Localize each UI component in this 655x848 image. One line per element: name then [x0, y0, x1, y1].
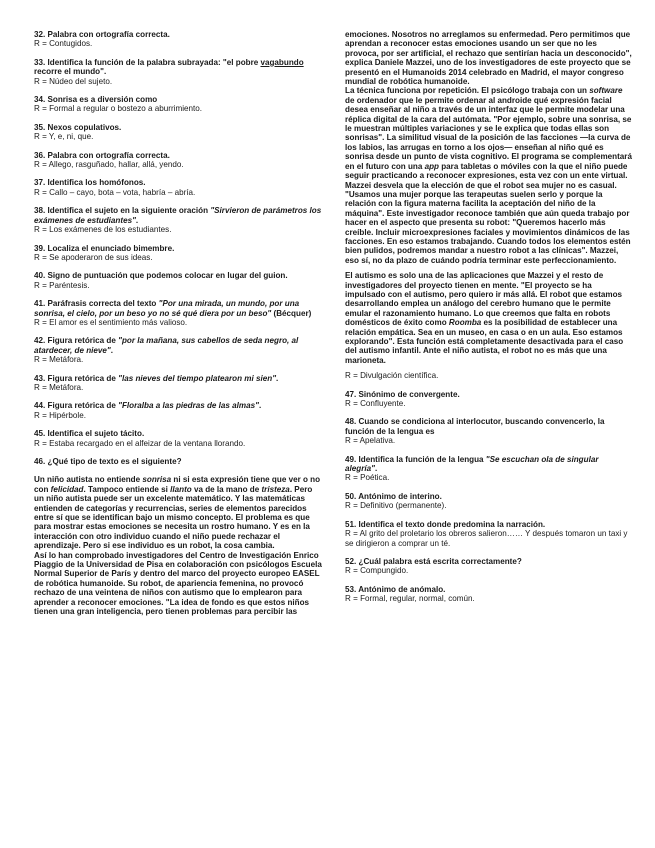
question-text-part: .: [374, 464, 378, 474]
question-35: [34, 123, 324, 142]
question-text: 52. ¿Cuál palabra está escrita correctamente?: [345, 556, 522, 566]
question-45: [34, 429, 324, 448]
answer-text: R = Hipérbole.: [34, 410, 86, 420]
passage-text: de ordenador que le permite ordenar al androide qué expresión facial desea enseñar al niño a través de un interfaz que le permite modelar una réplica digital de la cara del autómata. "Por ejemplo, sobre una sonrisa, se le muestran múltiples variaciones y se le explica que todas ellas son sonrisas". La similitud visual de la posición de las facciones —la curva de los labios, las arrugas en torno a los ojos— enseñan al niño qué es sonrisa desde un punto de vista cognitivo. El programa se complementará en el futuro con una: [345, 95, 632, 171]
question-text: 47. Sinónimo de convergente.: [345, 389, 460, 399]
passage-paragraph: emociones. Nosotros no arreglamos su enfermedad. Pero permitimos que aprendan a reconocer estas emociones usando un ser que no les provoca, por ser artificial, el rechazo que sentirían hacia un desconocido", explica Daniele Mazzei, uno de los investigadores de este proyecto que se presentó en el Humanoids 2014 celebrado en Madrid, el mayor congreso mundial de robótica humanoide.: [345, 30, 632, 87]
answer-46: [345, 371, 632, 380]
question-39: [34, 244, 324, 263]
answer-text: R = El amor es el sentimiento más valioso.: [34, 317, 188, 327]
question-52: [345, 557, 632, 576]
answer-text: R = Formal, regular, normal, común.: [345, 594, 475, 604]
question-48: [345, 417, 632, 445]
question-text-part: .: [258, 401, 262, 411]
quoted-text: "las nieves del tiempo platearon mi sien": [118, 373, 277, 383]
question-42: [34, 336, 324, 364]
passage-text: . Pero un niño autista puede ser un excelente matemático. Y las matemáticas entienden de categorías y recurrencias, series de elementos parecidos entre sí que se identifican bajo un mismo concepto. El problema es que para mostrar estas emociones se necesita un rostro humano. Y es en la interacción con otro individuo cuando el niño puede rechazar el aprendizaje. Pero si ese individuo es un robot, la cosa cambia.: [34, 484, 313, 551]
passage-italic: felicidad: [50, 484, 84, 494]
question-text: 35. Nexos copulativos.: [34, 122, 122, 132]
answer-text: R = Metáfora.: [34, 355, 84, 365]
passage-italic: software: [589, 86, 623, 96]
question-49: [345, 455, 632, 483]
question-text: [34, 374, 324, 383]
answer-text: R = Callo – cayo, bota – vota, habría – abría.: [34, 187, 196, 197]
answer-text: R = Y, e, ni, que.: [34, 132, 94, 142]
question-text: [34, 299, 324, 318]
answer-text: R = Poética.: [345, 473, 390, 483]
question-44: [34, 401, 324, 420]
quoted-text: "Floralba a las piedras de las almas": [118, 401, 259, 411]
passage-paragraph: Así lo han comprobado investigadores del Centro de Investigación Enrico Piaggio de la Universidad de Pisa en colaboración con psicólogos Escuela Normal Superior de París y dentro del marco del proyecto europeo EASEL de robótica humanoide. Su robot, de apariencia femenina, no provocó rechazo de una veintena de niños con autismo que lo emplearon para aprender a reconocer emociones. "La idea de fondo es que estos niños tienen una gran inteligencia, pero tienen problemas para percibir las: [34, 550, 322, 617]
question-text-part: 44. Figura retórica de: [34, 401, 119, 411]
answer-text: R = Compungido.: [345, 566, 409, 576]
question-34: [34, 95, 324, 114]
question-50: [345, 492, 632, 511]
question-text-part: 42. Figura retórica de: [34, 336, 119, 346]
passage-text: es la posibilidad de establecer una relación empática. Sea en un museo, en casa o en un aula. Eso estamos explorando". Esta función está completamente desactivada para el caso del autismo infantil. Ante el niño autista, el robot no es más que una marioneta.: [345, 318, 624, 365]
question-text: [34, 401, 324, 410]
question-47: [345, 390, 632, 409]
question-text: 48. Cuando se condiciona al interlocutor, buscando convencerlo, la función de la lengua es: [345, 417, 605, 436]
question-text-part: (Bécquer): [271, 308, 312, 318]
question-46: [34, 457, 324, 466]
passage-paragraph: Mazzei desvela que la elección de que el robot sea mujer no es casual. "Usamos una mujer porque las terapeutas suelen serlo y porque la relación con la figura materna facilita la aceptación del niño de la máquina". Este investigador reconoce también que aún queda trabajo por hacer en el aspecto que presenta su robot: "Queremos hacerlo más creíble. Incluir microexpresiones faciales y movimientos dinámicos de las facciones. En eso estamos trabajando. Cuando todos los elementos estén bien pulidos, podremos mandar a nuestro robot a las clínicas". Mazzei, eso sí, no da plazo de cuándo podría terminar este perfeccionamiento.: [345, 180, 631, 265]
question-text-part: 38. Identifica el sujeto en la siguiente oración: [34, 206, 211, 216]
quoted-text: "Se escuchan ola de singular alegría": [345, 454, 599, 474]
answer-text: R = Se apoderaron de sus ideas.: [34, 252, 153, 262]
question-text: 34. Sonrisa es a diversión como: [34, 95, 158, 105]
question-text: 51. Identifica el texto donde predomina la narración.: [345, 519, 546, 529]
answer-text: R = Divulgación científica.: [345, 371, 439, 381]
quoted-text: "Sirvieron de parámetros los exámenes de estudiantes": [34, 206, 322, 225]
question-text: 40. Signo de puntuación que podemos colocar en lugar del guion.: [34, 271, 288, 281]
answer-text: R = Confluyente.: [345, 399, 406, 409]
answer-text: R = Apelativa.: [345, 436, 396, 446]
question-text-part: 43. Figura retórica de: [34, 373, 119, 383]
question-text-part: 49. Identifica la función de la lengua: [345, 454, 486, 464]
passage-italic: sonrisa: [142, 475, 172, 485]
question-41: [34, 299, 324, 327]
question-text: 32. Palabra con ortografía correcta.: [34, 30, 170, 39]
quoted-text: "Por una mirada, un mundo, por una sonrisa, el cielo, por un beso yo no sé qué diera por un beso": [34, 299, 300, 318]
passage-paragraph: [34, 475, 324, 550]
question-37: [34, 178, 324, 197]
passage-text: ni si esta expresión tiene que ver o no con: [34, 475, 321, 494]
answer-text: R = Los exámenes de los estudiantes.: [34, 225, 172, 235]
question-text: [34, 206, 324, 225]
question-text-part: recorre el mundo".: [34, 67, 107, 77]
passage-text: El autismo es solo una de las aplicaciones que Mazzei y el resto de investigadores del proyecto tienen en mente. "El proyecto se ha impulsado con el autismo, pero quiero ir más allá. El robot que estamos desarrollando emplea un análogo del cerebro humano que le permite emular el razonamiento humano. Lo que creemos que falta en robots domésticos de éxito como: [345, 271, 623, 328]
answer-text: R = Allego, rasguñado, hallar, allá, yendo.: [34, 160, 184, 170]
question-36: [34, 151, 324, 170]
question-text: [345, 455, 632, 474]
question-51: [345, 520, 632, 548]
passage-italic: llanto: [170, 484, 192, 494]
quoted-text: "por la mañana, sus cabellos de seda negro, al atardecer, de nieve": [34, 336, 299, 355]
question-40: [34, 271, 324, 290]
passage-text: va de la mano de: [191, 484, 262, 494]
passage-text: La técnica funciona por repetición. El psicólogo trabaja con un: [345, 86, 590, 96]
question-33: [34, 58, 324, 86]
question-text-part: .: [110, 345, 113, 355]
question-text: 53. Antónimo de anómalo.: [345, 584, 446, 594]
question-text: [34, 336, 324, 355]
underlined-word: vagabundo: [260, 57, 304, 67]
question-text-part: .: [276, 373, 279, 383]
question-text: [34, 58, 324, 77]
answer-text: R = Definitivo (permanente).: [345, 501, 447, 511]
question-text-part: 33. Identifica la función de la palabra subrayada: "el pobre: [34, 57, 261, 67]
answer-text: R = Formal a regular o bostezo a aburrimiento.: [34, 104, 203, 114]
question-text: 46. ¿Qué tipo de texto es el siguiente?: [34, 457, 182, 466]
left-column: [34, 30, 324, 617]
passage-italic: tristeza: [261, 484, 290, 494]
answer-text: R = Al grito del proletario los obreros salieron…… Y después tomaron un taxi y se dirigieron a comprar un té.: [345, 529, 628, 548]
passage-italic: Roomba: [448, 318, 482, 328]
answer-text: R = Metáfora.: [34, 382, 84, 392]
question-53: [345, 585, 632, 604]
answer-text: R = Contugidos.: [34, 39, 93, 49]
question-text: 45. Identifica el sujeto tácito.: [34, 429, 145, 439]
answer-text: R = Paréntesis.: [34, 280, 90, 290]
passage-paragraph: [345, 271, 632, 365]
answer-text: R = Núdeo del sujeto.: [34, 76, 113, 86]
passage-text: Un niño autista no entiende: [34, 475, 143, 485]
passage-paragraph: [345, 86, 632, 180]
passage-text: . Tampoco entiende si: [83, 484, 171, 494]
passage-text: para tabletas o móviles con la que el niño puede seguir practicando a reconocer expresiones, esta vez con un ente virtual.: [345, 161, 628, 181]
question-43: [34, 374, 324, 393]
right-column: [345, 30, 632, 613]
question-text-part: 41. Paráfrasis correcta del texto: [34, 299, 159, 309]
question-38: [34, 206, 324, 234]
question-text: 39. Localiza el enunciado bimembre.: [34, 243, 175, 253]
question-text: 36. Palabra con ortografía correcta.: [34, 150, 170, 160]
question-text: 50. Antónimo de interino.: [345, 491, 442, 501]
question-text-part: .: [135, 215, 139, 225]
answer-text: R = Estaba recargado en el alfeizar de la ventana llorando.: [34, 438, 246, 448]
question-32: [34, 30, 324, 49]
question-text: 37. Identifica los homófonos.: [34, 178, 146, 188]
passage-italic: app: [424, 161, 439, 171]
